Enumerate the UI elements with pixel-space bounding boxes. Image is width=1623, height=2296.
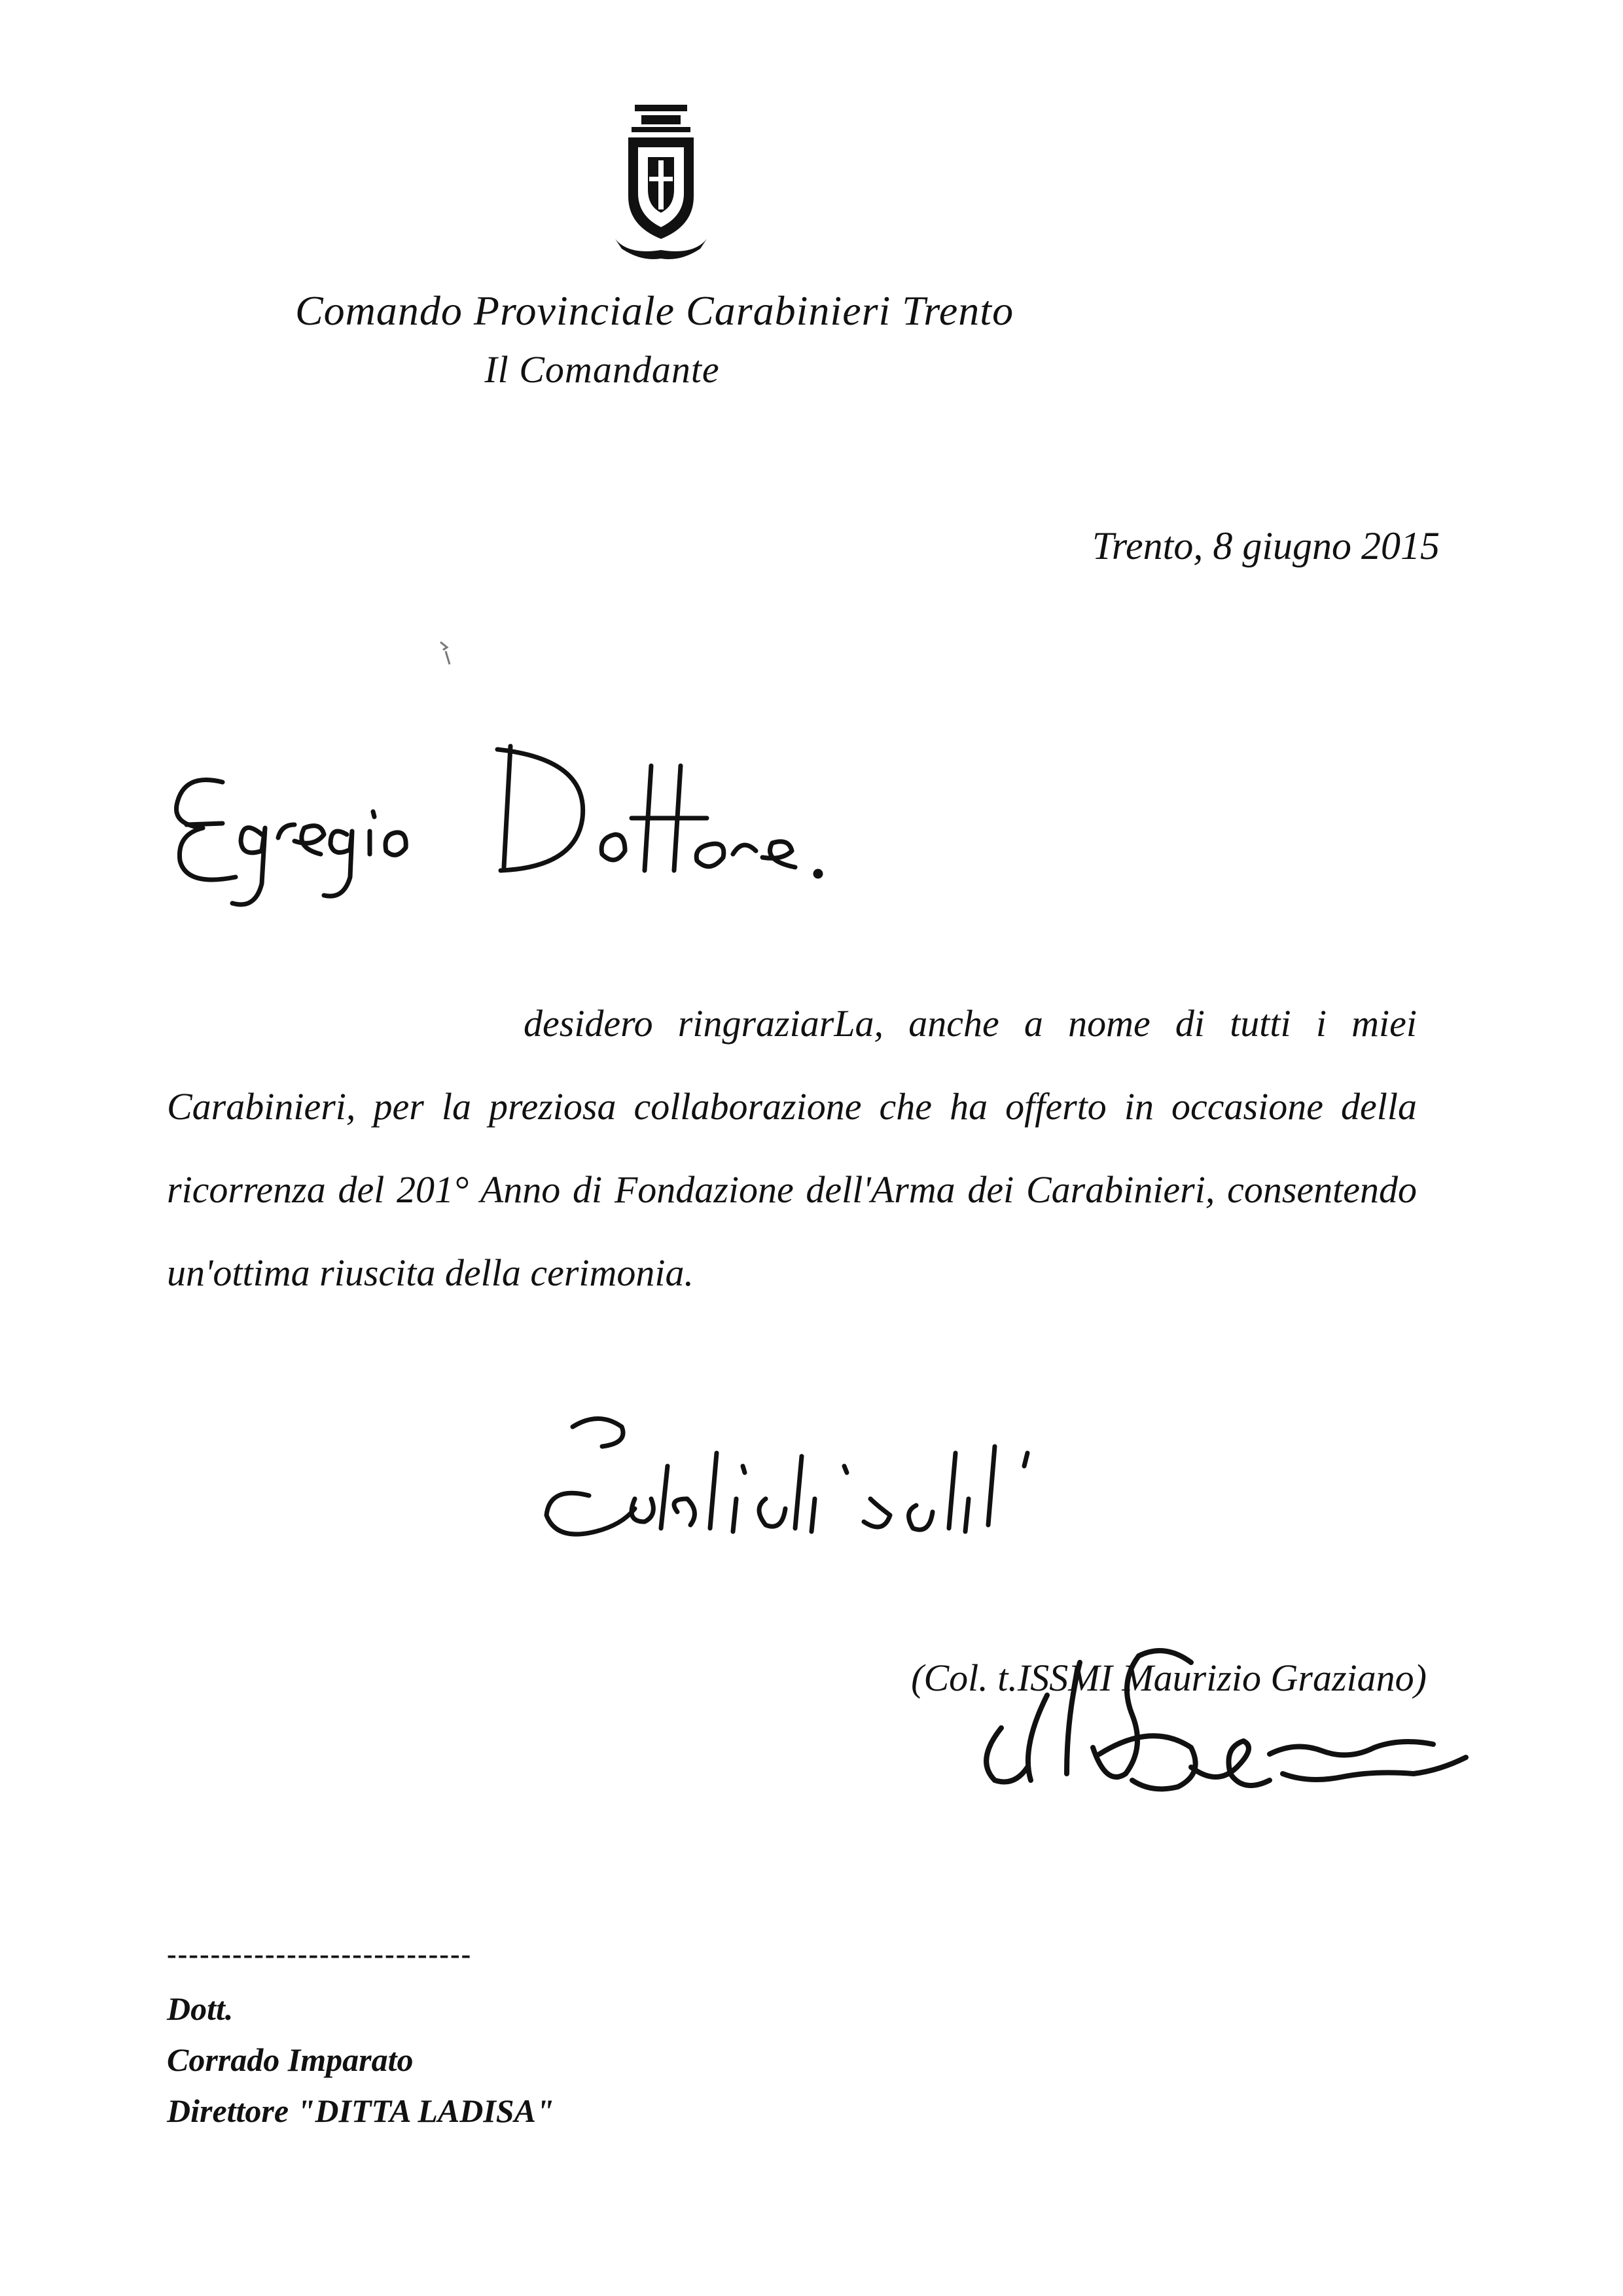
scan-speck: [435, 638, 461, 671]
letter-body: [167, 982, 1417, 1314]
letterhead-title: Comando Provinciale Carabinieri Trento: [294, 287, 1014, 334]
letterhead: [131, 281, 1178, 399]
letterhead-subtitle: Il Comandante: [484, 348, 720, 391]
carabinieri-crest-icon: [602, 98, 720, 262]
addressee-role: Direttore "DITTA LADISA": [167, 2092, 554, 2129]
handwritten-closing: [537, 1401, 1178, 1597]
handwritten-salutation: [164, 720, 857, 929]
separator-line: ----------------------------: [167, 1938, 473, 1970]
handwritten-signature: [916, 1617, 1505, 1813]
body-paragraph: desidero ringraziarLa, anche a nome di tutti i miei Carabinieri, per la preziosa collaborazione che ha offerto in occasione della ricorrenza del 201° Anno di Fondazione dell'Arma dei Carabinieri, consentendo un'ottima riuscita della cerimonia.: [167, 1002, 1417, 1294]
addressee-name: Corrado Imparato: [167, 2041, 414, 2078]
addressee-block: [167, 1983, 554, 2136]
addressee-title: Dott.: [167, 1990, 234, 2027]
signatory-name: (Col. t.ISSMI Maurizio Graziano): [911, 1657, 1427, 1699]
letter-date: Trento, 8 giugno 2015: [1092, 524, 1440, 567]
